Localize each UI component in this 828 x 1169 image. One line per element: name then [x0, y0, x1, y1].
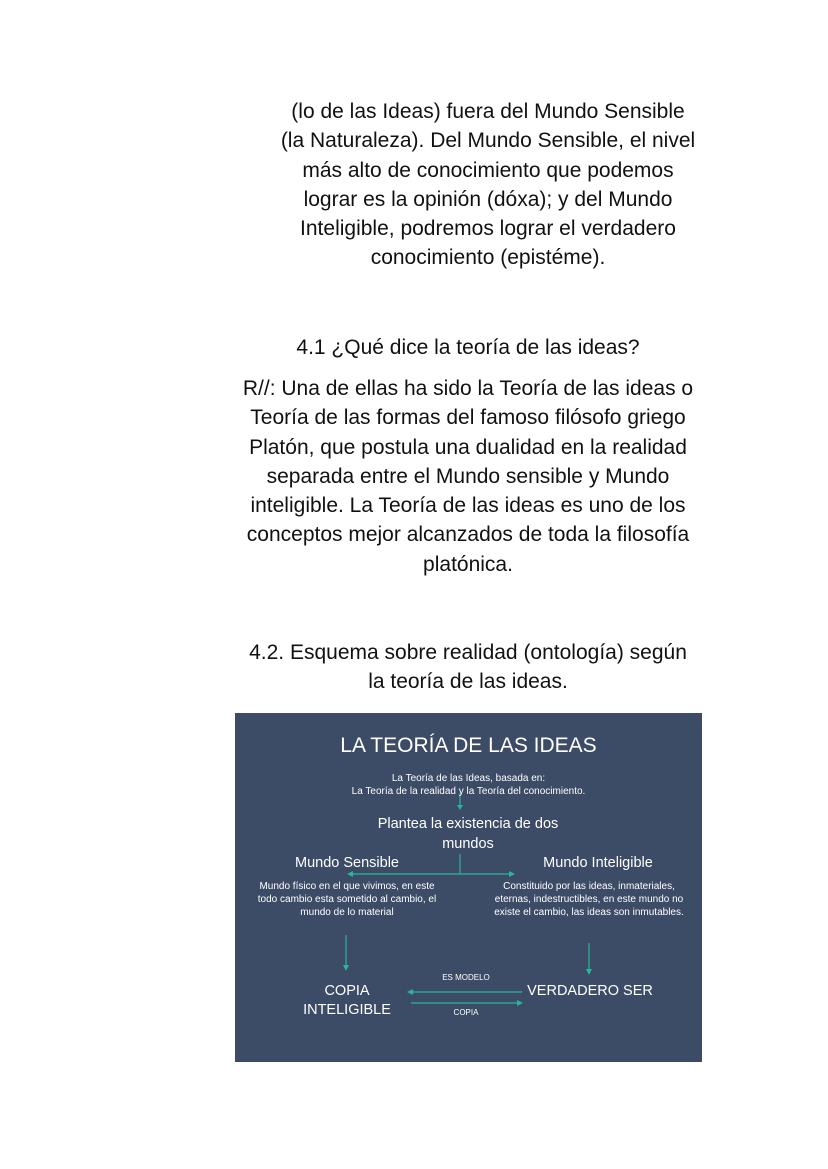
- text-line: Teoría de las formas del famoso filósofo griego: [250, 406, 686, 430]
- text-line: separada entre el Mundo sensible y Mundo: [266, 464, 670, 488]
- arrowhead: [407, 989, 413, 995]
- text-line: Platón, que postula una dualidad en la realidad: [249, 435, 687, 459]
- theory-of-ideas-diagram: [235, 713, 702, 1062]
- arrowhead: [343, 965, 349, 971]
- text-line: lograr es la opinión (dóxa); y del Mundo: [303, 187, 673, 211]
- text-line: Inteligible, podremos lograr el verdadero: [300, 217, 676, 241]
- es-modelo-label: ES MODELO: [442, 973, 490, 982]
- text-line: (la Naturaleza). Del Mundo Sensible, el nivel: [280, 129, 696, 153]
- mundo-inteligible-label: Mundo Inteligible: [543, 855, 653, 871]
- diagram-intro: [235, 772, 702, 798]
- diagram-title: LA TEORÍA DE LAS IDEAS: [340, 734, 597, 757]
- intro-paragraph: [248, 97, 728, 273]
- verdadero-ser-node: VERDADERO SER: [527, 983, 653, 999]
- text-line: más alto de conocimiento que podemos: [302, 158, 674, 182]
- arrowhead: [457, 805, 463, 810]
- plantea-node: Plantea la existencia de dos mundos: [377, 816, 559, 852]
- copia-inteligible-node: COPIA INTELIGIBLE: [303, 983, 391, 1018]
- arrowhead: [586, 969, 592, 975]
- text-line: conceptos mejor alcanzados de toda la filosofía: [246, 523, 690, 547]
- text-line: inteligible. La Teoría de las ideas es uno de los: [250, 494, 686, 518]
- text-line: platónica.: [423, 552, 513, 576]
- mundo-inteligible-description: Constituido por las ideas, inmateriales, eternas, indestructibles, en este mundo no existe el cambio, las ideas son inmutables.: [494, 881, 684, 919]
- arrowhead: [517, 1000, 523, 1006]
- text-line: la teoría de las ideas.: [368, 670, 568, 694]
- arrowhead: [509, 871, 515, 877]
- mundo-sensible-description: Mundo físico en el que vivimos, en este todo cambio esta sometido al cambio, el mundo de lo material: [257, 881, 437, 919]
- section-heading-4-1: 4.1 ¿Qué dice la teoría de las ideas?: [296, 336, 640, 359]
- text-line: La Teoría de la realidad y la Teoría del conocimiento.: [351, 786, 586, 797]
- text-line: R//: Una de ellas ha sido la Teoría de las ideas o: [242, 377, 694, 400]
- text-line: (lo de las Ideas) fuera del Mundo Sensible: [291, 100, 685, 123]
- text-line: conocimiento (epistéme).: [370, 246, 606, 270]
- text-line: La Teoría de las Ideas, basada en:: [391, 773, 546, 784]
- mundo-sensible-label: Mundo Sensible: [295, 855, 399, 871]
- arrowhead: [347, 871, 353, 877]
- copia-label: COPIA: [453, 1008, 479, 1017]
- section-heading-4-2: [200, 638, 736, 697]
- text-line: 4.2. Esquema sobre realidad (ontología) según: [249, 641, 687, 664]
- answer-paragraph: [200, 374, 736, 579]
